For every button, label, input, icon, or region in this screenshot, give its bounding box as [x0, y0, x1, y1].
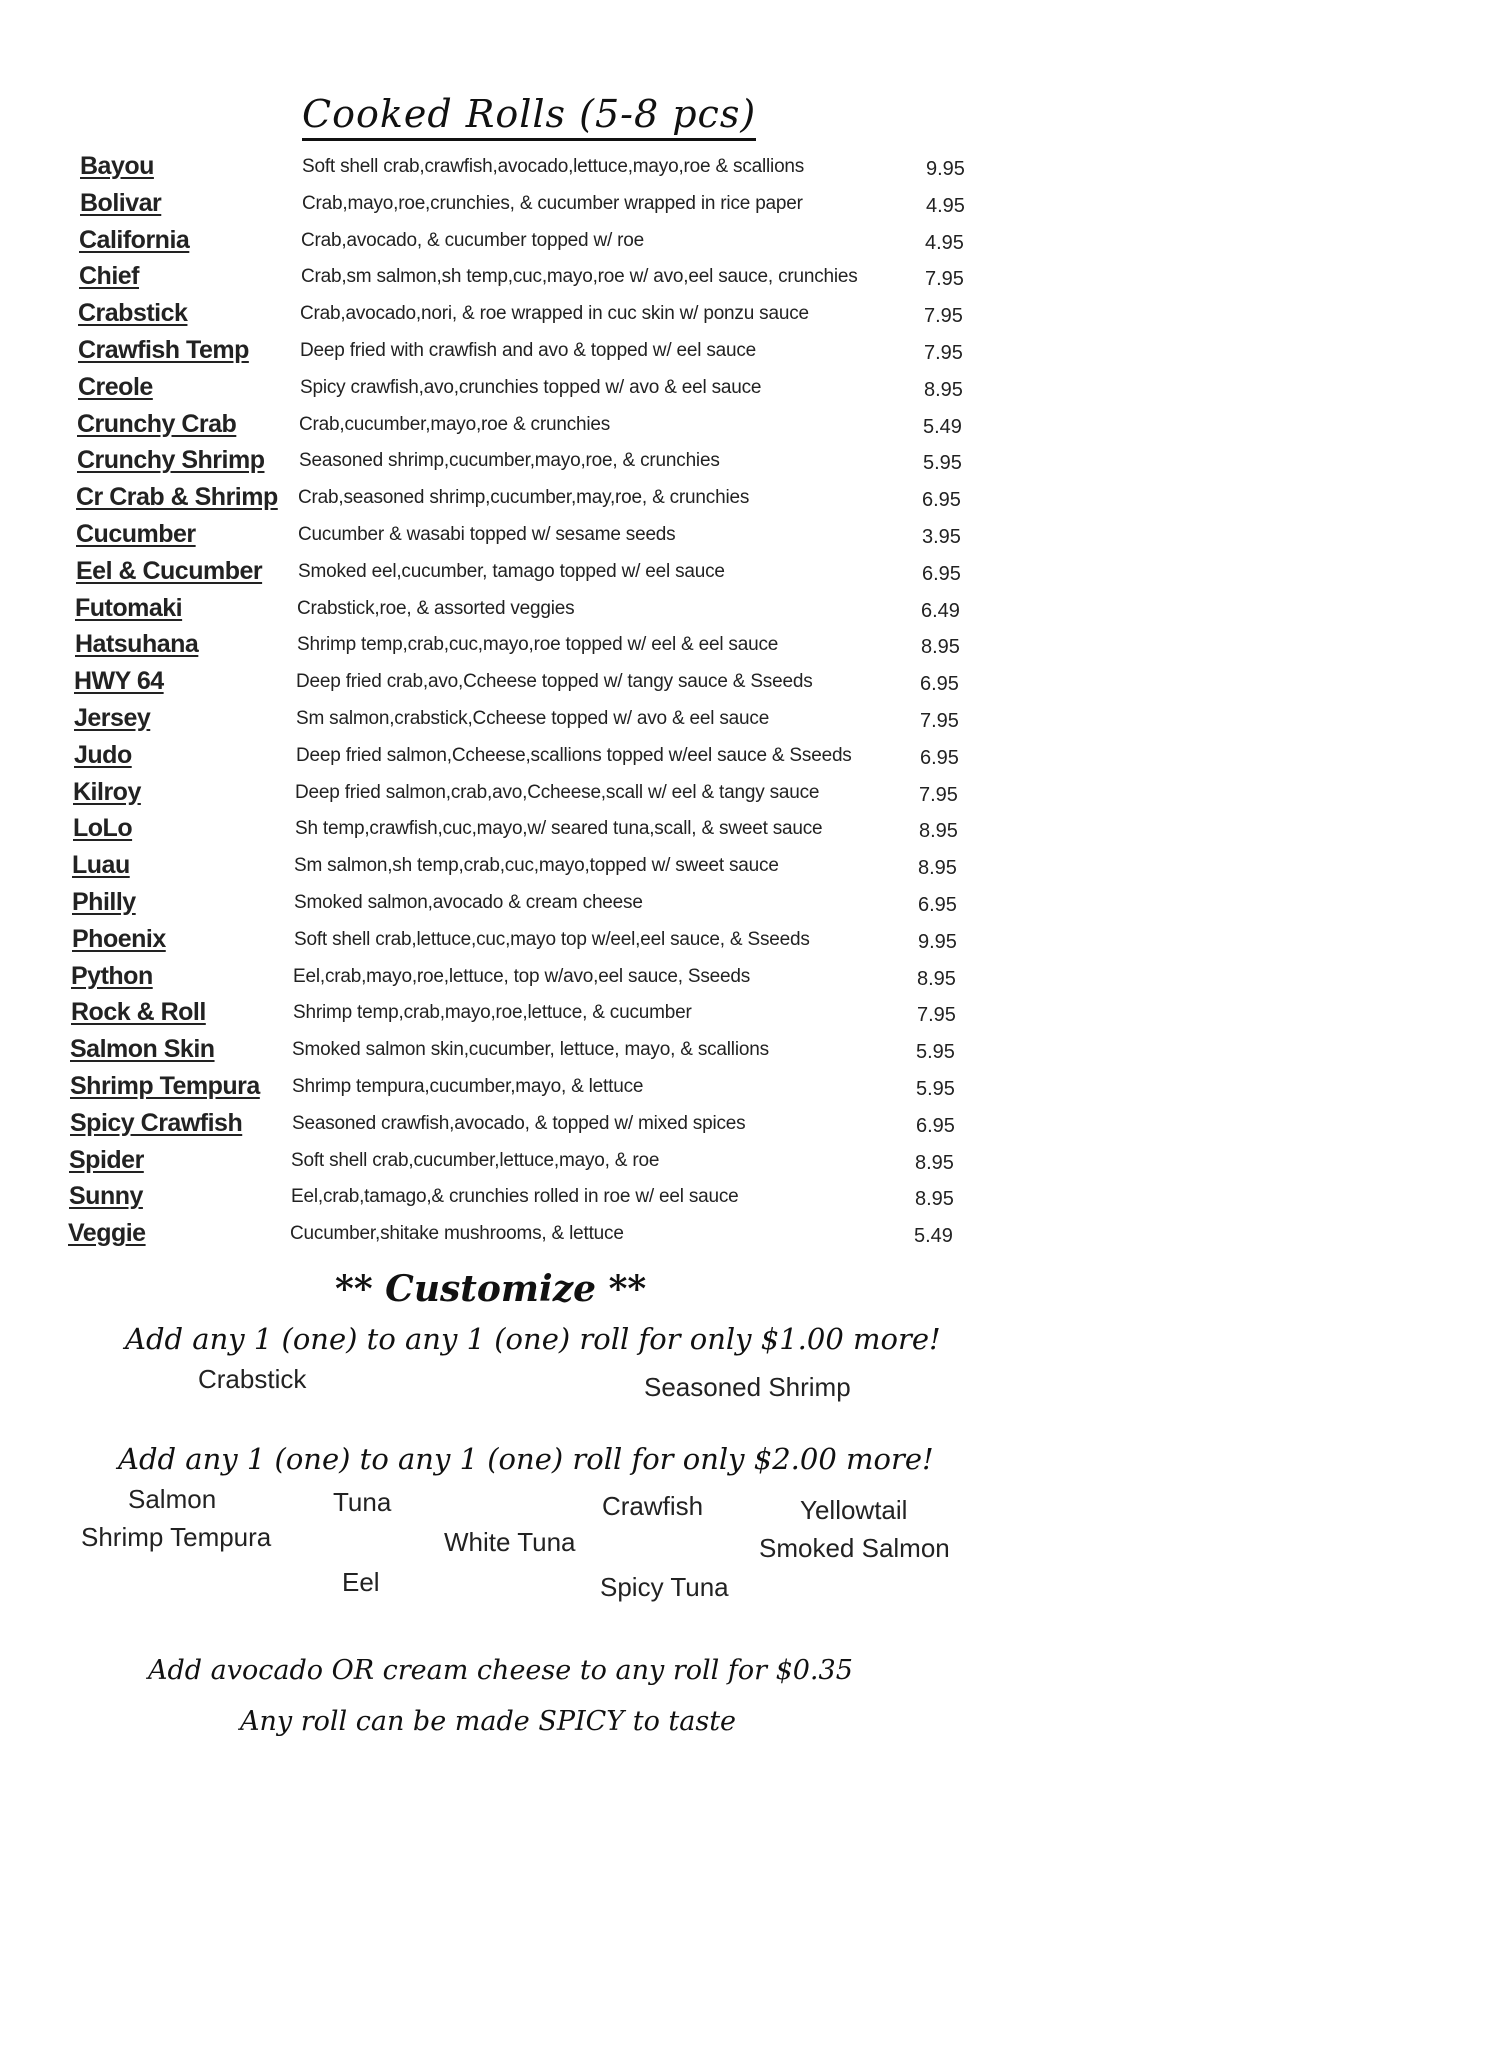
item-description: Sm salmon,crabstick,Ccheese topped w/ avo & eel sauce: [296, 708, 770, 729]
item-name: Chief: [79, 262, 139, 291]
item-description: Soft shell crab,crawfish,avocado,lettuce,mayo,roe & scallions: [302, 156, 805, 177]
item-price: 8.95: [915, 1151, 954, 1174]
item-name: Bayou: [80, 152, 154, 180]
option-tuna: Tuna: [333, 1487, 392, 1517]
item-name: Philly: [72, 888, 136, 916]
menu-item: [0, 152, 1000, 188]
item-name: Spider: [69, 1145, 144, 1174]
option-salmon: Salmon: [128, 1484, 217, 1514]
item-description: Crabstick,roe, & assorted veggies: [297, 597, 575, 619]
option-spicy-tuna: Spicy Tuna: [600, 1572, 729, 1602]
item-description: Eel,crab,tamago,& crunchies rolled in roe w/ eel sauce: [291, 1186, 739, 1208]
item-name: Crunchy Crab: [77, 409, 237, 438]
item-description: Smoked salmon skin,cucumber, lettuce, mayo, & scallions: [292, 1039, 769, 1061]
item-name: Crawfish Temp: [78, 336, 249, 364]
item-price: 6.49: [921, 599, 960, 622]
menu-item: [0, 1182, 1000, 1218]
item-description: Crab,seasoned shrimp,cucumber,may,roe, & crunchies: [298, 487, 750, 509]
menu-item: [0, 630, 1000, 666]
menu-item: [0, 446, 1000, 482]
item-name: Sunny: [69, 1182, 143, 1211]
item-price: 4.95: [925, 231, 964, 254]
menu-item: [0, 189, 1000, 225]
item-name: California: [79, 225, 190, 254]
menu-item: [0, 557, 1000, 593]
menu-item: [0, 1035, 1000, 1071]
menu-item: [0, 226, 1000, 262]
menu-item: [0, 667, 1000, 703]
item-name: Python: [71, 961, 153, 990]
menu-item: [0, 741, 1000, 777]
item-description: Spicy crawfish,avo,crunchies topped w/ avo & eel sauce: [300, 376, 762, 398]
menu-item: [0, 299, 1000, 335]
option-shrimp-tempura: Shrimp Tempura: [81, 1522, 272, 1552]
item-name: Shrimp Tempura: [70, 1072, 260, 1100]
item-price: 8.95: [918, 857, 957, 880]
menu-item: [0, 1072, 1000, 1108]
menu-item: [0, 998, 1000, 1034]
item-name: Cucumber: [76, 520, 196, 548]
item-price: 9.95: [918, 930, 957, 953]
item-name: Salmon Skin: [70, 1035, 215, 1064]
option-eel: Eel: [342, 1567, 380, 1597]
item-name: Phoenix: [72, 924, 166, 953]
item-name: Kilroy: [73, 777, 141, 806]
item-name: Veggie: [68, 1219, 146, 1248]
item-price: 5.49: [914, 1225, 953, 1248]
item-price: 6.95: [922, 489, 961, 512]
item-price: 6.95: [920, 673, 959, 696]
menu-item: [0, 373, 1000, 409]
item-description: Deep fried crab,avo,Ccheese topped w/ tangy sauce & Sseeds: [296, 671, 813, 693]
item-price: 6.95: [922, 562, 961, 585]
avocado-note: Add avocado OR cream cheese to any roll for $0.35: [148, 1655, 853, 1686]
item-description: Seasoned shrimp,cucumber,mayo,roe, & crunchies: [299, 450, 720, 472]
item-description: Eel,crab,mayo,roe,lettuce, top w/avo,eel sauce, Sseeds: [293, 965, 751, 987]
item-price: 5.49: [923, 415, 962, 438]
item-description: Shrimp temp,crab,mayo,roe,lettuce, & cucumber: [293, 1002, 692, 1024]
item-description: Crab,cucumber,mayo,roe & crunchies: [299, 413, 611, 435]
menu-item: [0, 1109, 1000, 1145]
item-name: Hatsuhana: [75, 630, 199, 659]
option-crawfish: Crawfish: [602, 1491, 704, 1521]
menu-item: [0, 851, 1000, 887]
item-description: Shrimp temp,crab,cuc,mayo,roe topped w/ eel & eel sauce: [297, 634, 779, 656]
item-description: Deep fried salmon,crab,avo,Ccheese,scall w/ eel & tangy sauce: [295, 781, 820, 803]
tier2-text: Add any 1 (one) to any 1 (one) roll for only $2.00 more!: [118, 1442, 934, 1476]
item-description: Sh temp,crawfish,cuc,mayo,w/ seared tuna,scall, & sweet sauce: [295, 818, 823, 840]
item-price: 5.95: [916, 1041, 955, 1064]
item-name: Rock & Roll: [71, 998, 206, 1027]
item-description: Deep fried with crawfish and avo & topped w/ eel sauce: [300, 340, 757, 361]
menu-item: [0, 778, 1000, 814]
menu-title: Cooked Rolls (5-8 pcs): [302, 92, 756, 141]
item-price: 8.95: [915, 1188, 954, 1211]
item-name: Jersey: [74, 704, 151, 732]
item-name: HWY 64: [74, 667, 164, 696]
item-price: 7.95: [917, 1004, 956, 1027]
item-price: 8.95: [919, 820, 958, 843]
item-description: Seasoned crawfish,avocado, & topped w/ mixed spices: [292, 1112, 746, 1134]
item-price: 3.95: [922, 526, 961, 548]
menu-item: [0, 410, 1000, 446]
item-price: 6.95: [918, 894, 957, 916]
item-name: Crabstick: [78, 299, 188, 328]
item-name: Eel & Cucumber: [76, 556, 263, 585]
item-description: Crab,mayo,roe,crunchies, & cucumber wrapped in rice paper: [302, 192, 803, 214]
menu-item: [0, 814, 1000, 850]
item-price: 9.95: [926, 158, 965, 180]
item-description: Sm salmon,sh temp,crab,cuc,mayo,topped w/ sweet sauce: [294, 855, 779, 877]
customize-heading: ** Customize **: [335, 1268, 647, 1310]
spicy-note: Any roll can be made SPICY to taste: [240, 1706, 737, 1737]
item-name: Futomaki: [75, 593, 183, 622]
item-price: 7.95: [919, 783, 958, 806]
item-price: 8.95: [924, 378, 963, 401]
option-crabstick: Crabstick: [198, 1364, 307, 1394]
menu-item: [0, 1219, 1000, 1255]
item-description: Crab,avocado, & cucumber topped w/ roe: [301, 229, 645, 251]
menu-item: [0, 704, 1000, 740]
option-seasoned-shrimp: Seasoned Shrimp: [644, 1372, 851, 1402]
item-description: Soft shell crab,cucumber,lettuce,mayo, & roe: [291, 1149, 660, 1171]
item-name: Cr Crab & Shrimp: [76, 483, 278, 512]
item-price: 5.95: [923, 452, 962, 475]
item-price: 6.95: [916, 1114, 955, 1137]
item-price: 6.95: [920, 746, 959, 769]
item-name: Bolivar: [80, 188, 162, 217]
item-description: Smoked eel,cucumber, tamago topped w/ eel sauce: [298, 560, 725, 582]
menu-item: [0, 336, 1000, 372]
item-description: Soft shell crab,lettuce,cuc,mayo top w/eel,eel sauce, & Sseeds: [294, 928, 810, 950]
menu-item: [0, 483, 1000, 519]
item-name: Luau: [72, 851, 130, 880]
item-price: 7.95: [920, 710, 959, 732]
item-price: 5.95: [916, 1078, 955, 1100]
item-price: 4.95: [926, 194, 965, 217]
item-description: Cucumber,shitake mushrooms, & lettuce: [290, 1223, 624, 1245]
item-description: Smoked salmon,avocado & cream cheese: [294, 892, 643, 913]
item-description: Cucumber & wasabi topped w/ sesame seeds: [298, 524, 676, 545]
item-price: 8.95: [917, 967, 956, 990]
item-price: 7.95: [924, 342, 963, 364]
item-description: Crab,avocado,nori, & roe wrapped in cuc skin w/ ponzu sauce: [300, 303, 809, 325]
menu-item: [0, 594, 1000, 630]
option-white-tuna: White Tuna: [444, 1527, 576, 1557]
menu-item: [0, 1146, 1000, 1182]
menu-item: [0, 520, 1000, 556]
item-name: Crunchy Shrimp: [77, 446, 265, 475]
menu-item: [0, 262, 1000, 298]
menu-item: [0, 962, 1000, 998]
item-name: LoLo: [73, 814, 133, 843]
item-name: Spicy Crawfish: [70, 1108, 243, 1137]
menu-item: [0, 925, 1000, 961]
menu-item: [0, 888, 1000, 924]
item-description: Crab,sm salmon,sh temp,cuc,mayo,roe w/ avo,eel sauce, crunchies: [301, 266, 858, 288]
item-price: 8.95: [921, 636, 960, 659]
item-name: Creole: [78, 372, 153, 401]
option-yellowtail: Yellowtail: [800, 1495, 908, 1525]
tier1-text: Add any 1 (one) to any 1 (one) roll for only $1.00 more!: [125, 1322, 941, 1356]
item-name: Judo: [74, 740, 132, 769]
item-description: Deep fried salmon,Ccheese,scallions topped w/eel sauce & Sseeds: [296, 744, 852, 766]
item-price: 7.95: [924, 305, 963, 328]
option-smoked-salmon: Smoked Salmon: [759, 1533, 950, 1563]
item-description: Shrimp tempura,cucumber,mayo, & lettuce: [292, 1076, 644, 1097]
item-price: 7.95: [925, 268, 964, 291]
